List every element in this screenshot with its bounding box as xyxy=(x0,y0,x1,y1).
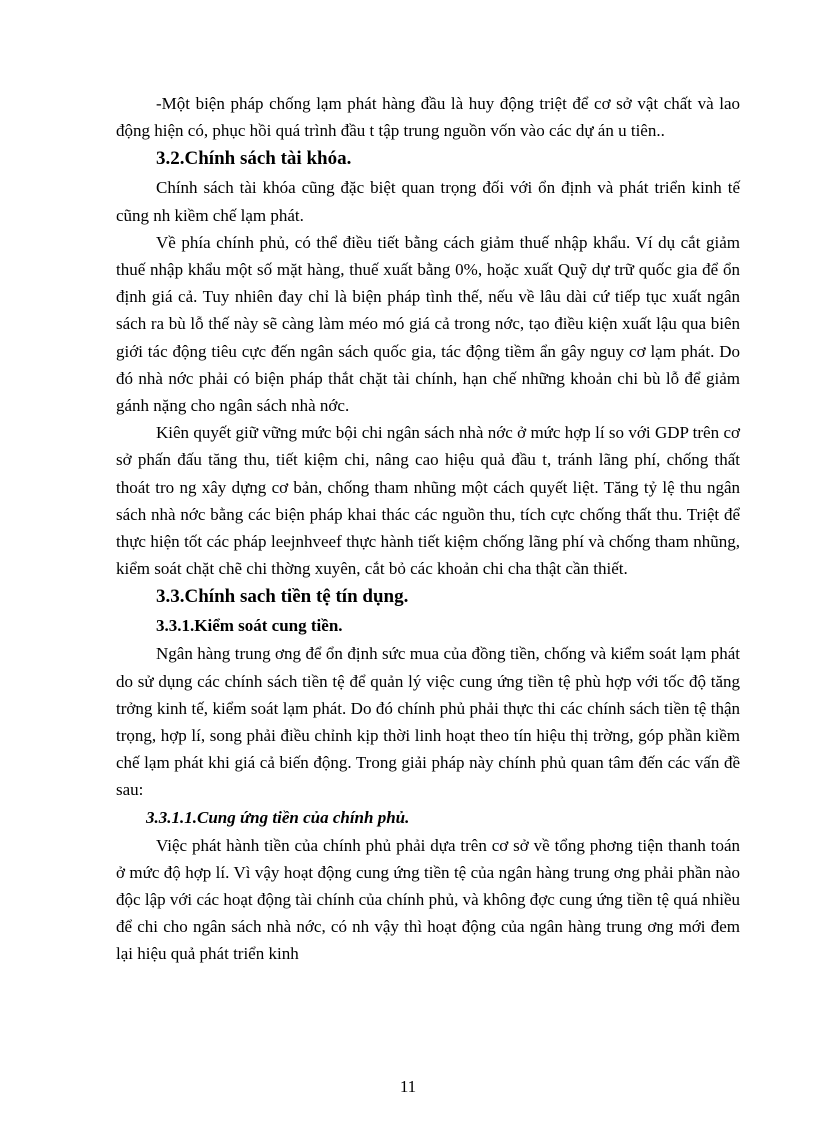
paragraph-fiscal-importance: Chính sách tài khóa cũng đặc biệt quan trọng đối với ổn định và phát triển kinh tế cũng nh kiềm chế lạm phát. xyxy=(116,178,740,225)
page-body xyxy=(116,90,740,968)
heading-monetary-policy: 3.3.Chính sach tiền tệ tín dụng. xyxy=(156,586,409,608)
paragraph-government-measures: Về phía chính phủ, có thể điều tiết bằng cách giảm thuế nhập khẩu. Ví dụ cắt giảm thuế nhập khẩu một số mặt hàng, thuế xuất bằng 0%, hoặc xuất Quỹ dự trữ quốc gia để ổn định giá cả. Tuy nhiên đay chỉ là biện pháp tình thế, nếu về lâu dài cứ tiếp tục xuất ngân sách ra bù lỗ thế này sẽ càng làm méo mó giá cả trong nớc, tạo điều kiện xuất lậu qua biên giới tác động tiêu cực đến ngân sách quốc gia, tác động tiềm ẩn gây nguy cơ lạm phát. Do đó nhà nớc phải có biện pháp thắt chặt tài chính, hạn chế những khoản chi bù lỗ để giảm gánh nặng cho ngân sách nhà nớc. xyxy=(116,232,740,416)
page-number: 11 xyxy=(399,1077,417,1096)
heading-money-supply-control: 3.3.1.Kiểm soát cung tiền. xyxy=(156,616,343,636)
paragraph-intro: -Một biện pháp chống lạm phát hàng đầu là huy động triệt để cơ sở vật chất và lao động hiện có, phục hồi quá trình đầu t tập trung nguồn vốn vào các dự án u tiên.. xyxy=(116,94,740,141)
paragraph-budget-deficit: Kiên quyết giữ vững mức bội chi ngân sách nhà nớc ở mức hợp lí so với GDP trên cơ sở phấn đấu tăng thu, tiết kiệm chi, nâng cao hiệu quả đầu t, tránh lãng phí, chống thất thoát tro ng xây dựng cơ bản, chống tham nhũng một cách quyết liệt. Tăng tỷ lệ thu ngân sách nhà nớc bằng các biện pháp khai thác các nguồn thu, tích cực chống thất thu. Triệt để thực hiện tốt các pháp leejnhveef thực hành tiết kiệm chống lãng phí và chống tham nhũng, kiểm soát chặt chẽ chi thờng xuyên, cắt bỏ các khoản chi cha thật cần thiết. xyxy=(116,423,740,579)
paragraph-money-issuance: Việc phát hành tiền của chính phủ phải dựa trên cơ sở về tổng phơng tiện thanh toán ở mức độ hợp lí. Vì vậy hoạt động cung ứng tiền tệ của ngân hàng trung ơng phải phần nào độc lập với các hoạt động tài chính của chính phủ, và không đợc cung ứng tiền tệ quá nhiều để chi cho ngân sách nhà nớc, có nh vậy thì hoạt động của ngân hàng trung ơng mới đem lại hiệu quả phát triển kinh xyxy=(116,835,740,964)
paragraph-central-bank: Ngân hàng trung ơng để ổn định sức mua của đồng tiền, chống và kiểm soát lạm phát do sử dụng các chính sách tiền tệ để quản lý việc cung ứng tiền tệ phù hợp với tốc độ tăng trởng kinh tế, kiểm soát lạm phát. Do đó chính phủ phải thực thi các chính sách tiền tệ thận trọng, hợp lí, song phải điều chỉnh kịp thời linh hoạt theo tín hiệu thị trờng, góp phần kiềm chế lạm phát khi giá cả biến động. Trong giải pháp này chính phủ quan tâm đến các vấn đề sau: xyxy=(116,644,740,800)
heading-government-money-supply: 3.3.1.1.Cung ứng tiền của chính phủ. xyxy=(146,807,410,827)
heading-fiscal-policy: 3.2.Chính sách tài khóa. xyxy=(156,148,352,170)
